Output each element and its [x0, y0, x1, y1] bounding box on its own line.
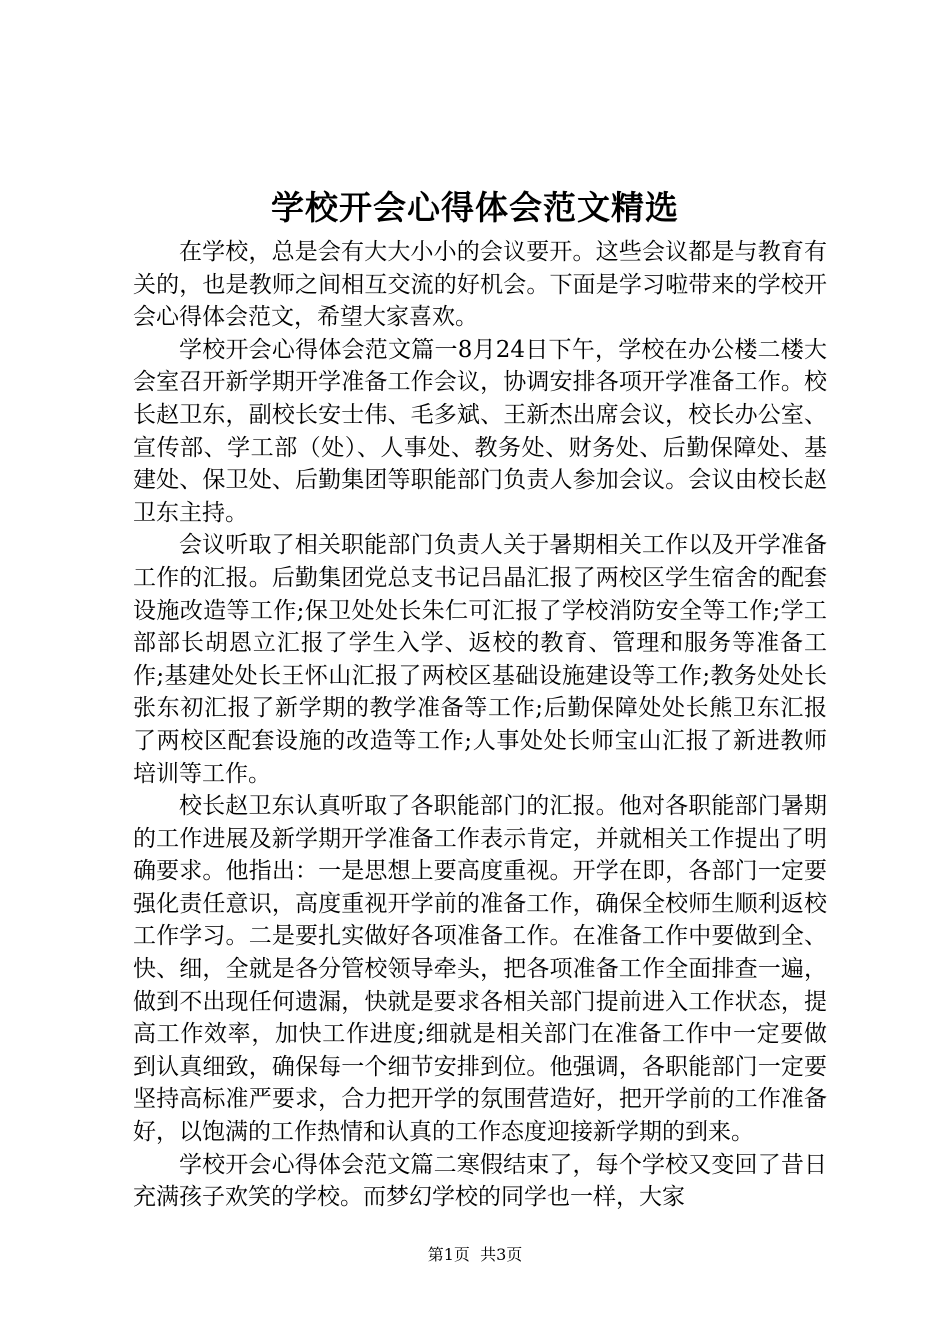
paragraph-essay-one-start: 学校开会心得体会范文篇一8月24日下午，学校在办公楼二楼大会室召开新学期开学准备工作会议，协调安排各项开学准备工作。校长赵卫东，副校长安士伟、毛多斌、王新杰出席会议，校长办公室、宣传部、学工部（处）、人事处、教务处、财务处、后勤保障处、基建处、保卫处、后勤集团等职能部门负责人参加会议。会议由校长赵卫东主持。: [133, 336, 827, 526]
document-title: 学校开会心得体会范文精选: [271, 188, 679, 227]
paragraph-essay-two-start: 学校开会心得体会范文篇二寒假结束了，每个学校又变回了昔日充满孩子欢笑的学校。而梦幻学校的同学也一样，大家: [133, 1151, 827, 1211]
document-body: [133, 236, 827, 1214]
page-number-footer: 第1页 共3页: [427, 1245, 523, 1264]
paragraph-reports: 会议听取了相关职能部门负责人关于暑期相关工作以及开学准备工作的汇报。后勤集团党总支书记吕晶汇报了两校区学生宿舍的配套设施改造等工作;保卫处处长朱仁可汇报了学校消防安全等工作;学工部部长胡恩立汇报了学生入学、返校的教育、管理和服务等准备工作;基建处处长王怀山汇报了两校区基础设施建设等工作;教务处处长张东初汇报了新学期的教学准备等工作;后勤保障处处长熊卫东汇报了两校区配套设施的改造等工作;人事处处长师宝山汇报了新进教师培训等工作。: [133, 532, 827, 787]
paragraph-intro: 在学校，总是会有大大小小的会议要开。这些会议都是与教育有关的，也是教师之间相互交流的好机会。下面是学习啦带来的学校开会心得体会范文，希望大家喜欢。: [133, 239, 827, 331]
paragraph-principal-remarks: 校长赵卫东认真听取了各职能部门的汇报。他对各职能部门暑期的工作进展及新学期开学准备工作表示肯定，并就相关工作提出了明确要求。他指出：一是思想上要高度重视。开学在即，各部门一定要强化责任意识，高度重视开学前的准备工作，确保全校师生顺利返校工作学习。二是要扎实做好各项准备工作。在准备工作中要做到全、快、细，全就是各分管校领导牵头，把各项准备工作全面排查一遍，做到不出现任何遗漏，快就是要求各相关部门提前进入工作状态，提高工作效率，加快工作进度;细就是相关部门在准备工作中一定要做到认真细致，确保每一个细节安排到位。他强调，各职能部门一定要坚持高标准严要求，合力把开学的氛围营造好，把开学前的工作准备好，以饱满的工作热情和认真的工作态度迎接新学期的到来。: [133, 793, 827, 1146]
